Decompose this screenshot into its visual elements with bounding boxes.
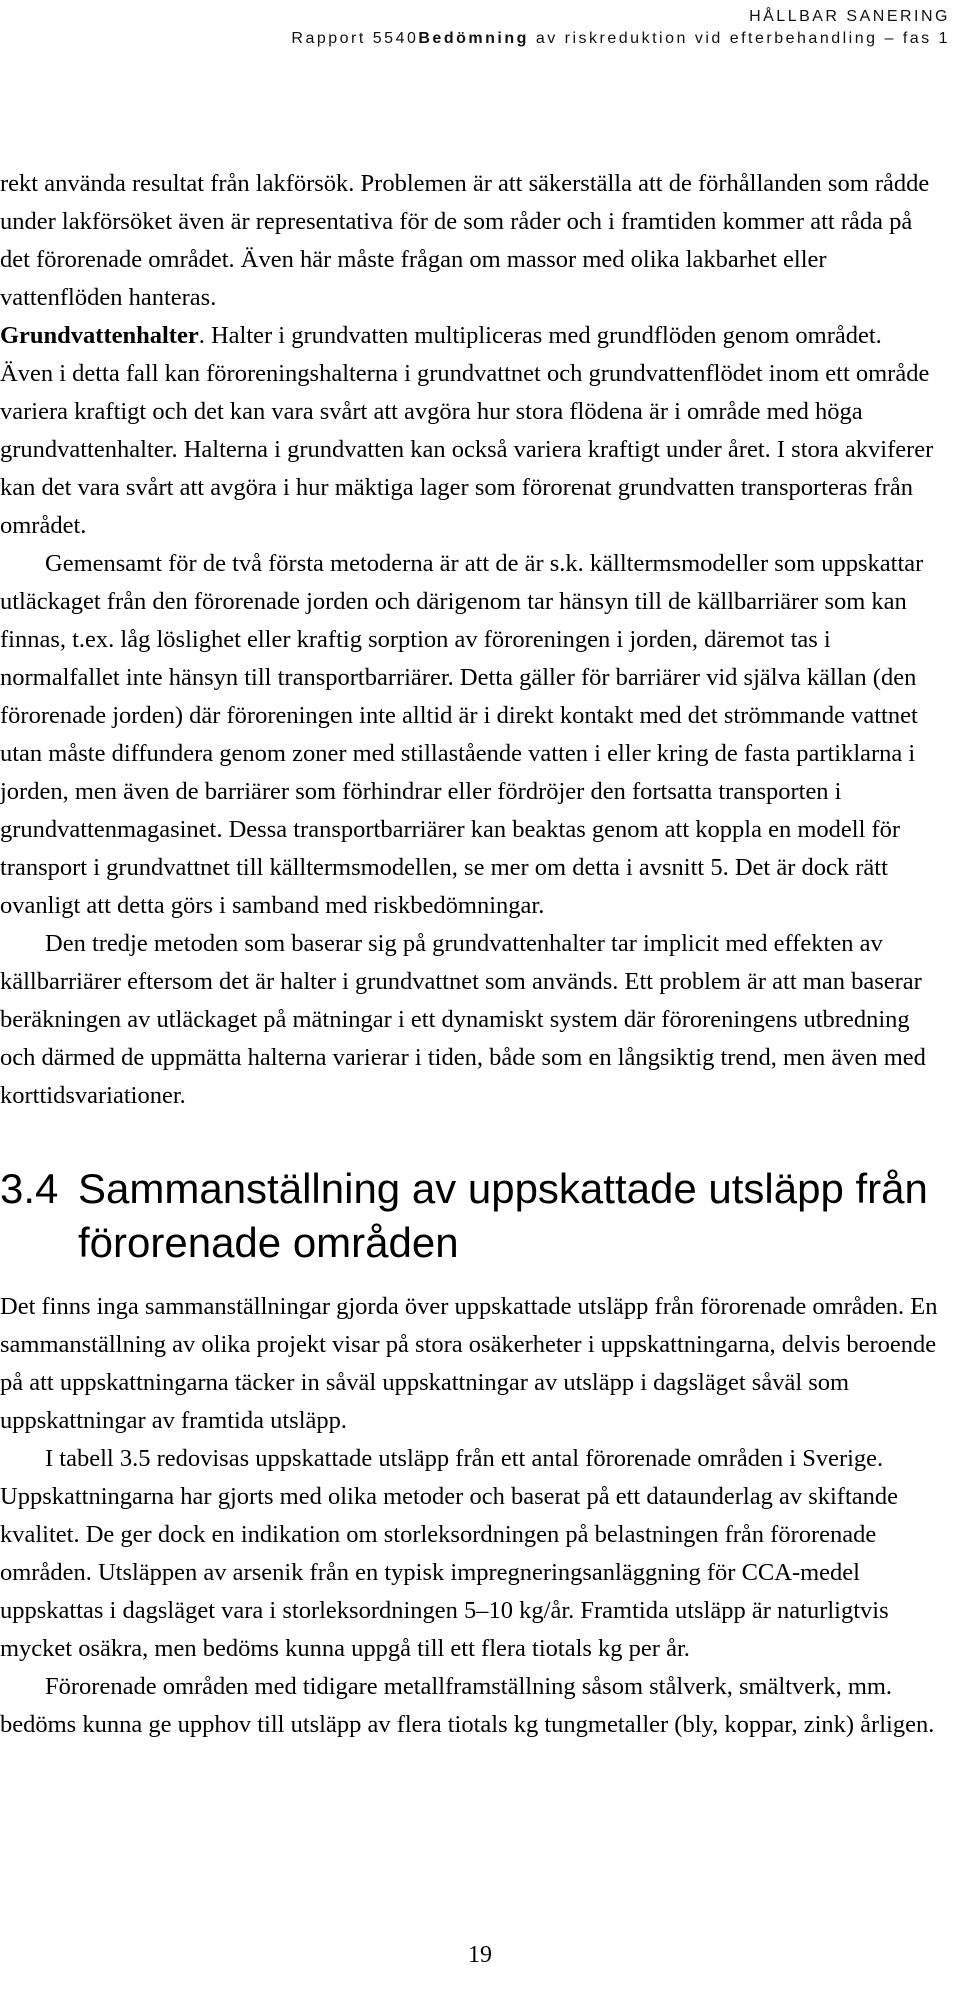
document-body: [0, 165, 940, 1744]
header-title-rest: av riskreduktion vid efterbehandling – fas 1: [528, 30, 950, 47]
paragraph-source-term-models: Gemensamt för de två första metoderna är att de är s.k. källtermsmodeller som uppskattar utläckaget från den förorenade jorden och därigenom tar hänsyn till de källbarriärer som kan finnas, t.ex. låg löslighet eller kraftig sorption av föroreningen i jorden, däremot tas i normalfallet inte hänsyn till transportbarriärer. Detta gäller för barriärer vid själva källan (den förorenade jorden) där föroreningen inte alltid är i direkt kontakt med det strömmande vattnet utan måste diffundera genom zoner med stillastående vatten i eller kring de fasta partiklarna i jorden, men även de barriärer som förhindrar eller fördröjer den fortsatta transporten i grundvattenmagasinet. Dessa transportbarriärer kan beaktas genom att koppla en modell för transport i grundvattnet till källtermsmodellen, se mer om detta i avsnitt 5. Det är dock rätt ovanligt att detta görs i samband med riskbedömningar.: [0, 550, 924, 919]
section-paragraph-2: I tabell 3.5 redovisas uppskattade utsläpp från ett antal förorenade områden i Sverige. Uppskattningarna har gjorts med olika metoder och baserat på ett dataunderlag av skiftande kvalitet. De ger dock en indikation om storleksordningen på belastningen från förorenade områden. Utsläppen av arsenik från en typisk impregneringsanläggning för CCA-medel uppskattas i dagsläget vara i storleksordningen 5–10 kg/år. Framtida utsläpp är naturligtvis mycket osäkra, men bedöms kunna uppgå till ett flera tiotals kg per år.: [0, 1445, 899, 1662]
paragraph-groundwater-text: . Halter i grundvatten multipliceras med grundflöden genom området. Även i detta fall kan föroreningshalterna i grundvattnet och grundvattenflödet inom ett område variera kraftigt och det kan vara svårt att avgöra hur stora flödena är i område med höga grundvattenhalter. Halterna i grundvatten kan också variera kraftigt under året. I stora akviferer kan det vara svårt att avgöra i hur mäktiga lager som förorenat grundvatten transporteras från området.: [0, 322, 934, 539]
header-report-line: [291, 28, 950, 50]
page-number: 19: [468, 1942, 492, 1968]
header-series-title: HÅLLBAR SANERING: [749, 8, 950, 25]
paragraph-third-method: Den tredje metoden som baserar sig på grundvattenhalter tar implicit med effekten av källbarriärer eftersom det är halter i grundvattnet som används. Ett problem är att man baserar beräkningen av utläckaget på mätningar i ett dynamiskt system där föroreningens utbredning och därmed de uppmätta halterna varierar i tiden, både som en långsiktig trend, men även med korttidsvariationer.: [0, 930, 926, 1109]
section-paragraph-1: Det finns inga sammanställningar gjorda över uppskattade utsläpp från förorenade områden. En sammanställning av olika projekt visar på stora osäkerheter i uppskattningarna, delvis beroende på att uppskattningarna täcker in såväl uppskattningar av utsläpp i dagsläget såväl som uppskattningar av framtida utsläpp.: [0, 1293, 938, 1434]
paragraph-continued: rekt använda resultat från lakförsök. Problemen är att säkerställa att de förhållanden som rådde under lakförsöket även är representativa för de som råder och i framtiden kommer att råda på det förorenade området. Även här måste frågan om massor med olika lakbarhet eller vattenflöden hanteras.: [0, 170, 930, 311]
page-header: [291, 6, 950, 50]
section-title: Sammanställning av uppskattade utsläpp från förorenade områden: [78, 1165, 928, 1266]
header-report-number: Rapport 5540: [291, 30, 419, 47]
section-heading: [0, 1162, 940, 1270]
section-number: 3.4: [0, 1165, 59, 1212]
header-title-bold: Bedömning: [418, 30, 529, 47]
section-paragraph-3: Förorenade områden med tidigare metallframställning såsom stålverk, smältverk, mm. bedöms kunna ge upphov till utsläpp av flera tiotals kg tungmetaller (bly, koppar, zink) årligen.: [0, 1673, 935, 1738]
runin-heading-groundwater: Grundvattenhalter: [0, 322, 199, 349]
paragraph-groundwater: [0, 317, 940, 545]
